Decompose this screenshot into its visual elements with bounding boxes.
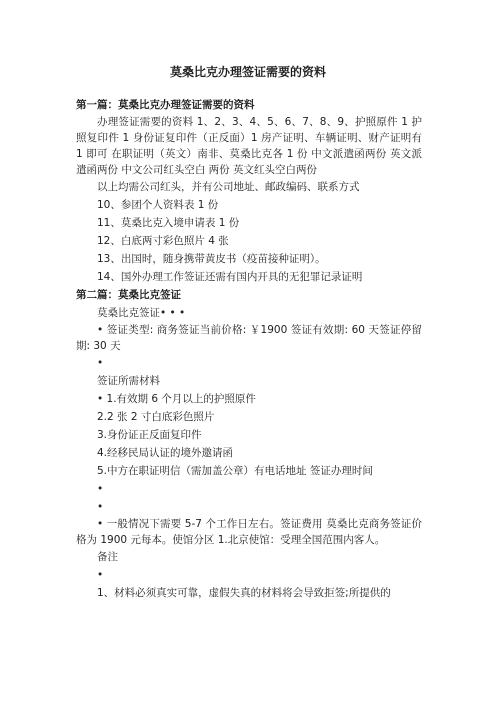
- bullet-item: •: [97, 483, 104, 495]
- list-item: 3.身份证正反面复印件: [97, 429, 202, 441]
- list-item: 4.经移民局认证的境外邀请函: [97, 447, 234, 459]
- document-body: [76, 96, 422, 602]
- paragraph: 办理签证需要的资料 1、2、3、4、5、6、7、8、9、护照原件 1 护照复印件 1 身份证复印件（正反面）1 房产证明、车辆证明、财产证明有 1 即可 在职证明（英文）南非、莫桑比克各 1 份 中文派遣函两份 英文派遣函两份 中文公司红头空白 两份 英文红头空白两份: [76, 116, 422, 176]
- paragraph: 以上均需公司红头，并有公司地址、邮政编码、联系方式: [97, 181, 360, 193]
- bullet-item: •: [97, 501, 104, 513]
- list-item: 5.中方在职证明信（需加盖公章）有电话地址 签证办理时间: [97, 465, 373, 477]
- bullet-item: •: [97, 357, 104, 369]
- bullet-item: •: [97, 569, 104, 581]
- paragraph: • 一般情况下需要 5-7 个工作日左右。签证费用 莫桑比克商务签证价格为 1900 元每本。使馆分区 1.北京使馆：受理全国范围内客人。: [76, 518, 422, 546]
- document-title: 莫桑比克办理签证需要的资料: [169, 65, 326, 79]
- list-item: 10、参团个人资料表 1 份: [97, 199, 219, 211]
- paragraph: • 签证类型: 商务签证当前价格: ￥1900 签证有效期: 60 天签证停留期: 30 天: [76, 324, 422, 352]
- list-item: 2.2 张 2 寸白底彩色照片: [97, 411, 215, 423]
- paragraph: 备注: [97, 551, 118, 563]
- section-heading: 第二篇：莫桑比克签证: [76, 289, 181, 301]
- paragraph: 签证所需材料: [97, 375, 160, 387]
- section-heading: 第一篇：莫桑比克办理签证需要的资料: [76, 99, 255, 111]
- list-item: 14、国外办理工作签证还需有国内开具的无犯罪记录证明: [97, 271, 363, 283]
- list-item: 1、材料必须真实可靠，虚假失真的材料将会导致拒签;所提供的: [97, 587, 391, 599]
- list-item: 11、莫桑比克入境申请表 1 份: [97, 217, 240, 229]
- list-item: 12、白底两寸彩色照片 4 张: [97, 235, 229, 247]
- list-item: • 1.有效期 6 个月以上的护照原件: [97, 393, 256, 405]
- list-item: 13、出国时，随身携带黄皮书（疫苗接种证明）。: [97, 253, 326, 265]
- paragraph: 莫桑比克签证• • •: [97, 307, 186, 319]
